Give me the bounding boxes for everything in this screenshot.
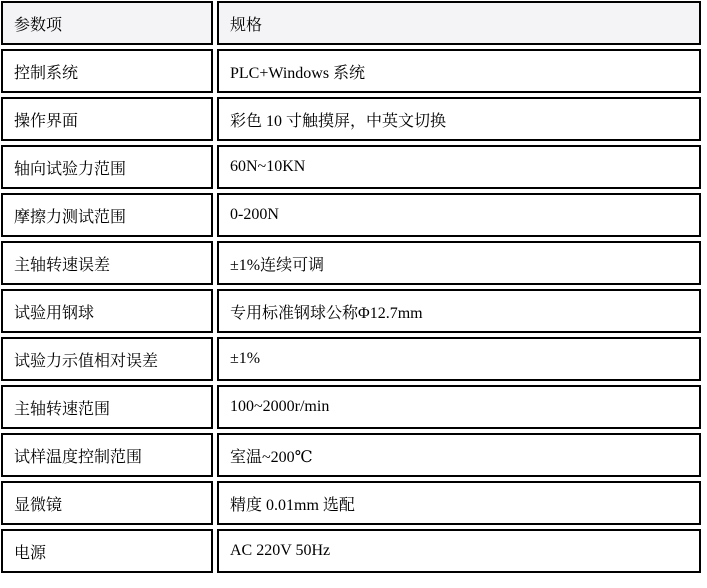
table-row: [1, 385, 701, 429]
param-cell: 试验力示值相对误差: [1, 337, 213, 381]
spec-table-body: [1, 49, 701, 573]
spec-cell: PLC+Windows 系统: [217, 49, 701, 93]
table-row: [1, 145, 701, 189]
param-cell: 试验用钢球: [1, 289, 213, 333]
table-row: [1, 337, 701, 381]
table-row: [1, 481, 701, 525]
param-cell: 主轴转速范围: [1, 385, 213, 429]
column-header-param: 参数项: [1, 1, 213, 45]
param-cell: 主轴转速误差: [1, 241, 213, 285]
spec-cell: ±1%: [217, 337, 701, 381]
param-cell: 操作界面: [1, 97, 213, 141]
table-row: [1, 289, 701, 333]
header-row: [1, 1, 701, 45]
spec-cell: 室温~200℃: [217, 433, 701, 477]
spec-cell: ±1%连续可调: [217, 241, 701, 285]
column-header-spec: 规格: [217, 1, 701, 45]
table-row: [1, 49, 701, 93]
param-cell: 显微镜: [1, 481, 213, 525]
spec-cell: AC 220V 50Hz: [217, 529, 701, 573]
spec-table-header: [1, 1, 701, 45]
table-row: [1, 193, 701, 237]
param-cell: 控制系统: [1, 49, 213, 93]
spec-cell: 彩色 10 寸触摸屏，中英文切换: [217, 97, 701, 141]
table-row: [1, 433, 701, 477]
table-row: [1, 529, 701, 573]
spec-cell: 专用标准钢球公称Φ12.7mm: [217, 289, 701, 333]
param-cell: 摩擦力测试范围: [1, 193, 213, 237]
table-row: [1, 97, 701, 141]
param-cell: 电源: [1, 529, 213, 573]
spec-cell: 0-200N: [217, 193, 701, 237]
spec-cell: 100~2000r/min: [217, 385, 701, 429]
param-cell: 轴向试验力范围: [1, 145, 213, 189]
spec-cell: 精度 0.01mm 选配: [217, 481, 701, 525]
param-cell: 试样温度控制范围: [1, 433, 213, 477]
spec-cell: 60N~10KN: [217, 145, 701, 189]
table-row: [1, 241, 701, 285]
